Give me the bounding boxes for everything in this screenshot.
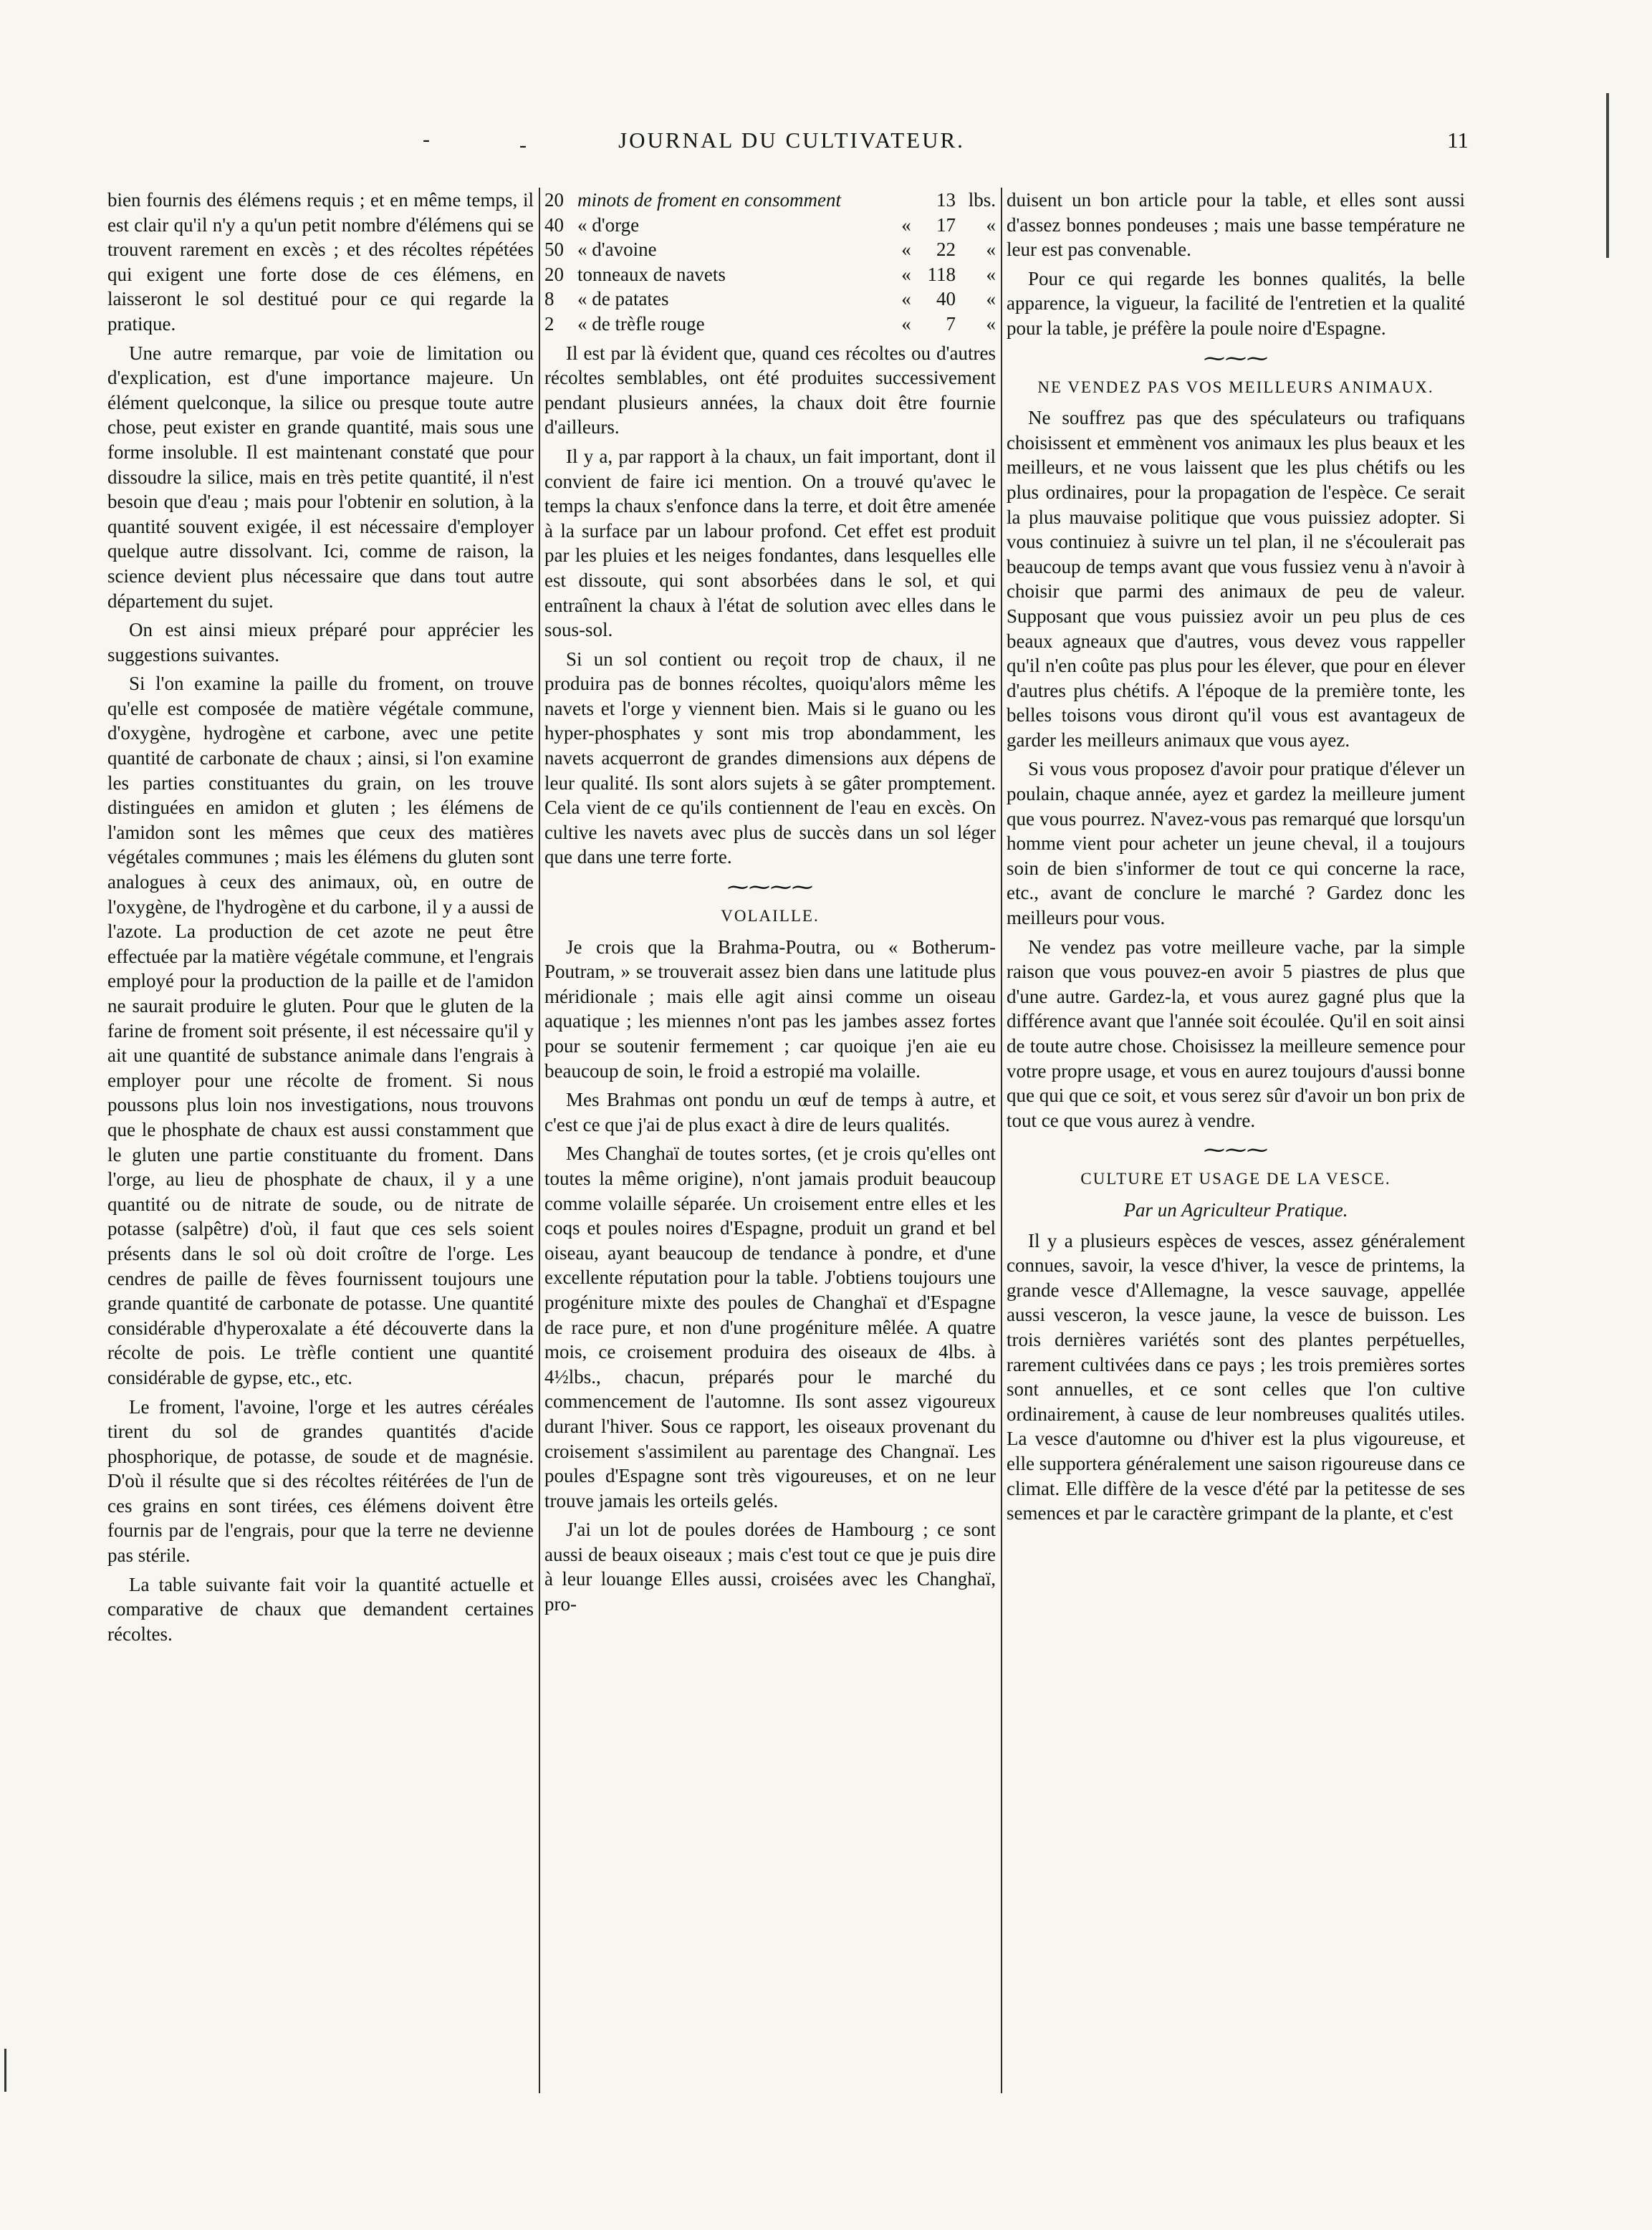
table-cell: « [901, 312, 911, 335]
section-heading-ne-vendez: NE VENDEZ PAS VOS MEILLEURS ANIMAUX. [1037, 378, 1434, 396]
column-rule-1 [539, 188, 540, 2093]
paragraph: Il est par là évident que, quand ces récoltes ou d'autres récoltes semblables, ont été produites successivement pendant plusieurs années, la chaux doit être fournie d'ailleurs. [544, 342, 996, 438]
section-ornament: ⁓⁓⁓ [1204, 346, 1268, 370]
table-cell: « [986, 312, 996, 335]
table-cell: « [901, 239, 911, 261]
column-1 [107, 188, 534, 1650]
table-cell: 50 [544, 239, 564, 261]
column-rule-2 [1001, 188, 1002, 2093]
byline: Par un Agriculteur Pratique. [1123, 1198, 1348, 1221]
page-number: 11 [1447, 128, 1469, 153]
table-row [544, 312, 996, 337]
margin-mark [4, 2049, 6, 2092]
table-cell: minots de froment en consomment [577, 189, 841, 211]
table-row [544, 237, 996, 262]
table-cell [894, 188, 918, 213]
paragraph: J'ai un lot de poules dorées de Hambourg ; ce sont aussi de beaux oiseaux ; mais c'est tout ce que je puis dire à leur louange Elles aussi, croisées avec les Changhaï, pro- [544, 1519, 996, 1615]
table-row [544, 188, 996, 213]
section-heading-volaille: VOLAILLE. [721, 907, 820, 926]
column-3 [1007, 188, 1465, 1530]
table-cell: « [901, 288, 911, 310]
table-cell: 17 [936, 213, 956, 236]
table-cell: 118 [927, 263, 956, 285]
table-row [544, 213, 996, 238]
paragraph: duisent un bon article pour la table, et elles sont aussi d'assez bonnes pondeuses ; mais une basse température ne leur est pas convenable. [1007, 189, 1465, 261]
table-cell: « [986, 239, 996, 261]
table-cell: « [901, 213, 911, 236]
paragraph: Le froment, l'avoine, l'orge et les autres céréales tirent du sol de grandes quantités d'acide phosphorique, de potasse, de soude et de magnésie. D'où il résulte que si des récoltes réitérées de l'un de ces grains en sont tirées, ces élémens doivent être fournis par de l'engrais, pour que la terre ne devienne pas stérile. [107, 1395, 534, 1567]
scan-edge-mark [1606, 93, 1609, 258]
table-cell: « de trèfle rouge [577, 312, 705, 335]
table-cell: 20 [544, 189, 564, 211]
table-cell: « d'orge [577, 213, 640, 236]
header-left-mark: - [423, 128, 430, 151]
paragraph: Une autre remarque, par voie de limitation ou d'explication, est d'une importance majeure. Un élément quelconque, la silice ou presque toute autre chose, peut exister en grande quantité, mais sous une forme insoluble. Il est maintenant constaté que pour dissoudre la silice, mais en très petite quantité, il n'est besoin que d'eau ; mais pour l'obtenir en solution, à la quantité souvent exigée, il est nécessaire d'employer quelque autre dissolvant. Ici, comme de raison, la science devient plus nécessaire que dans tout autre département du sujet. [107, 342, 534, 612]
table-cell: 40 [936, 288, 956, 310]
table-cell: « d'avoine [577, 239, 657, 261]
table-cell: 7 [946, 312, 956, 335]
paragraph: Ne vendez pas votre meilleure vache, par la simple raison que vous pouvez-en avoir 5 piastres de plus que d'une autre. Gardez-la, et vous aurez gagné plus que la différence avant que l'année soit écoulée. Qu'il en soit ainsi de toute autre chose. Choisissez la meilleure semence pour votre propre usage, et vous en aurez toujours d'aussi bonne que qui que ce soit, et vous serez sûr d'avoir un bon prix de tout ce que vous aurez à vendre. [1007, 936, 1465, 1131]
table-row [544, 287, 996, 312]
table-cell: « de patates [577, 288, 669, 310]
table-cell: « [986, 288, 996, 310]
table-cell: lbs. [968, 189, 996, 211]
section-ornament: ⁓⁓⁓ [1204, 1138, 1268, 1163]
table-cell: 13 [936, 189, 956, 211]
column-2 [544, 188, 996, 1621]
paragraph: On est ainsi mieux préparé pour apprécier les suggestions suivantes. [107, 619, 534, 665]
table-cell: 8 [544, 288, 554, 310]
paragraph: Pour ce qui regarde les bonnes qualités, la belle apparence, la vigueur, la facilité de l'entretien et la qualité pour la table, je préfère la poule noire d'Espagne. [1007, 267, 1465, 339]
table-cell: « [901, 263, 911, 285]
paragraph: Mes Changhaï de toutes sortes, (et je crois qu'elles ont toutes la même origine), n'ont jamais produit beaucoup comme volaille séparée. Un croisement entre elles et les coqs et poules noires d'Espagne, produit un grand et bel oiseau, ayant beaucoup de tendance à pondre, et d'une excellente réputation pour la table. J'obtiens toujours une progéniture mixte des poules de Changhaï et d'Espagne de race pure, et non d'une progéniture mêlée. A quatre mois, ce croisement produira des oiseaux de 4lbs. à 4½lbs., chacun, préparés pour le marché du commencement de l'automne. Ils sont assez vigoureux durant l'hiver. Sous ce rapport, les oiseaux provenant du croisement s'assimilent au parentage des Changnaï. Les poules d'Espagne sont très vigoureuses, et on ne leur trouve jamais les orteils gelés. [544, 1143, 996, 1512]
paragraph: Il y a, par rapport à la chaux, un fait important, dont il convient de faire ici mention. On a trouvé qu'avec le temps la chaux s'enfonce dans la terre, et doit être amenée à la surface par un labour profond. Cet effet est produit par les pluies et les neiges fondantes, dans lesquelles elle est dissoute, qui sont absorbées dans le sol, et qui entraînent la chaux à l'état de solution avec elles dans le sous-sol. [544, 445, 996, 641]
paragraph: Si un sol contient ou reçoit trop de chaux, il ne produira pas de bonnes récoltes, quoiqu'alors même les navets et l'orge y viennent bien. Mais si le guano ou les hyper-phosphates y sont mis trop abondamment, les navets acquerront de grandes dimensions aux dépens de leur qualité. Ils sont alors sujets à se gâter promptement. Cela vient de ce qu'ils contiennent de l'eau en excès. On cultive les navets avec plus de succès dans un sol léger que dans une terre forte. [544, 648, 996, 868]
table-cell: 22 [936, 239, 956, 261]
paragraph: Si l'on examine la paille du froment, on trouve qu'elle est composée de matière végétale commune, d'oxygène, hydrogène et carbone, avec une petite quantité de carbonate de chaux ; ainsi, si l'on examine les parties constituantes du grain, on les trouve distinguées en amidon et gluten ; les élémens de l'amidon sont les mêmes que ceux des matières végétales communes ; mais les élémens du gluten sont analogues à ceux des animaux, où, en outre de l'oxygène, de l'hydrogène et du carbone, il y a aussi de l'azote. La production de cet azote ne peut être effectuée par la matière végétale commune, et l'engrais employé pour la production de la paille et de l'amidon ne saurait produire le gluten. Pour que le gluten de la farine de froment soit présente, il est nécessaire qu'il y ait une quantité de substance animale dans l'engrais à employer pour une récolte de froment. Si nous poussons plus loin nos investigations, nous trouvons que le phosphate de chaux est aussi constamment que le gluten une partie constituante du froment. Dans l'orge, au lieu de phosphate de chaux, il y a une quantité ou de nitrate de soude, ou de nitrate de potasse (salpêtre) d'où, il faut que ces sels soient présents dans le sol où doit croître de l'orge. Les cendres de paille de fèves fournissent toujours une grande quantité de carbonate de potasse. Une quantité considérable d'hyperoxalate a été découverte dans la récolte de pois. Le trèfle contient une quantité considérable de gypse, etc., etc. [107, 673, 534, 1388]
section-heading-culture: CULTURE ET USAGE DE LA VESCE. [1080, 1170, 1391, 1188]
table-cell: « [986, 213, 996, 236]
paragraph: bien fournis des élémens requis ; et en même temps, il est clair qu'il n'y a qu'un petit nombre d'élémens qui se trouvent rarement en excès ; et des récoltes répétées qui exigent une forte dose de ces élémens, en laisseront le sol destitué pour ce qui regarde la pratique. [107, 189, 534, 335]
paragraph: Ne souffrez pas que des spéculateurs ou trafiquans choisissent et emmènent vos animaux les plus beaux et les meilleurs, et ne vous laissent que les plus chétifs ou les plus ordinaires, pour la propagation de l'espèce. Ce serait la plus mauvaise politique que vous puissiez adopter. Si vous continuiez à suivre un tel plan, il ne s'écoulerait pas beaucoup de temps avant que vous fussiez venu à n'avoir à choisir que parmi des animaux de peu de valeur. Supposant que vous puissiez avoir un peu plus de ces beaux agneaux que d'autres, vous devez vous rappeller qu'il n'en coûte pas plus pour les élever, que pour en élever d'autres plus chétifs. A l'époque de la première tonte, les belles toisons vous diront qu'il vous est avantageux de garder les meilleurs animaux que vous ayez. [1007, 407, 1465, 751]
table-cell: 40 [544, 213, 564, 236]
table-cell: 2 [544, 312, 554, 335]
table-cell: 20 [544, 263, 564, 285]
journal-title: JOURNAL DU CULTIVATEUR. [618, 128, 965, 153]
table-cell: tonneaux de navets [577, 263, 726, 285]
paragraph: La table suivante fait voir la quantité actuelle et comparative de chaux que demandent certaines récoltes. [107, 1573, 534, 1645]
paragraph: Je crois que la Brahma-Poutra, ou « Botherum-Poutram, » se trouverait assez bien dans une latitude plus méridionale ; mais elle agit ainsi comme un oiseau aquatique ; les miennes n'ont pas les jambes assez fortes pour se soutenir fermement ; car quoique j'en aie eu beaucoup de soin, le froid a estropié ma volaille. [544, 936, 996, 1082]
paragraph: Mes Brahmas ont pondu un œuf de temps à autre, et c'est ce que j'ai de plus exact à dire de leurs qualités. [544, 1089, 996, 1135]
paragraph: Il y a plusieurs espèces de vesces, assez généralement connues, savoir, la vesce d'hiver, la vesce de printems, la grande vesce d'Allemagne, la vesce sauvage, appellée aussi vesceron, la vesce jaune, la vesce de buisson. Les trois dernières variétés sont des plantes perpétuelles, rarement cultivées dans ce pays ; les trois premières sortes sont annuelles, et ce sont celles que l'on cultive ordinairement, à cause de leur nombreuses qualités utiles. La vesce d'automne ou d'hiver est la plus vigoureuse, et elle supportera généralement une saison rigoureuse dans ce climat. Elle diffère de la vesce d'été par la petitesse de ses semences et par le caractère grimpant de la plante, et c'est [1007, 1229, 1465, 1524]
section-ornament: ⁓⁓⁓⁓ [727, 875, 813, 900]
paragraph: Si vous vous proposez d'avoir pour pratique d'élever un poulain, chaque année, ayez et gardez la meilleure jument que vous pourrez. N'avez-vous pas remarqué que lorsqu'un homme vient pour acheter un jeune cheval, il a toujours soin de bien s'informer de tout ce qui concerne la race, etc., avant de conclure le marché ? Gardez donc les meilleurs pour vous. [1007, 758, 1465, 929]
header-center-mark: - [519, 133, 527, 157]
table-cell: « [986, 263, 996, 285]
lime-table [544, 188, 996, 337]
table-row [544, 262, 996, 287]
running-header [107, 128, 1476, 160]
